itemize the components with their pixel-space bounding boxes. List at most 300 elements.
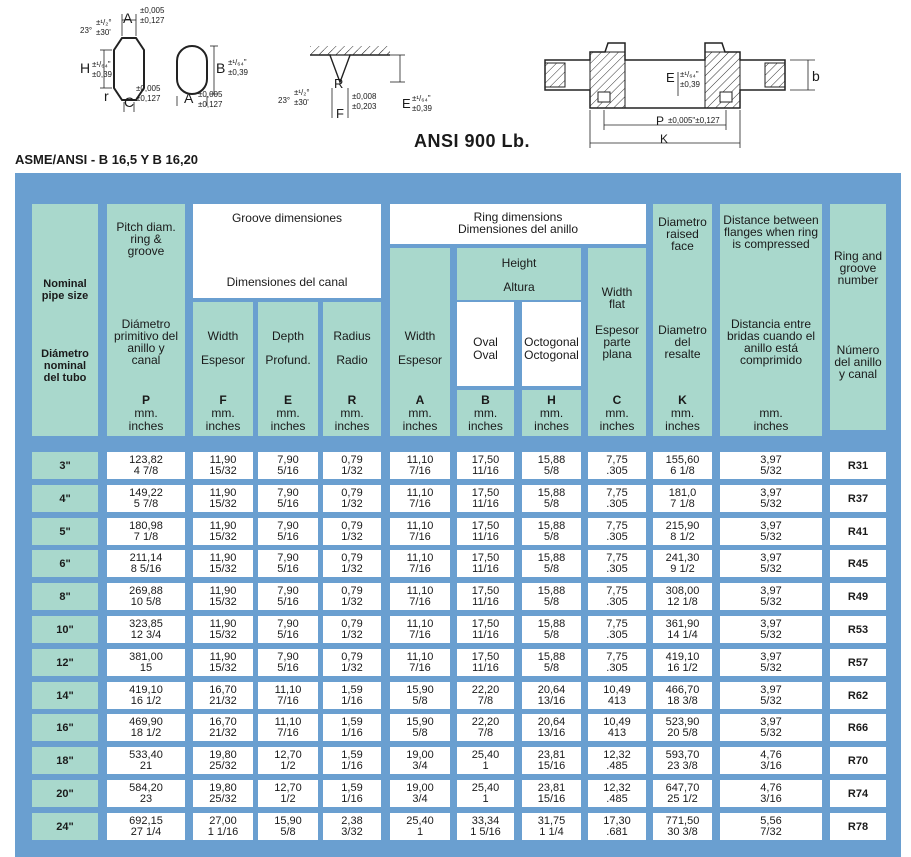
value-mm: 3,97 — [760, 453, 782, 466]
tol-a-top: ±0,005 — [140, 6, 165, 15]
value-inches: 7/16 — [409, 628, 431, 641]
value-inches: 1/2 — [280, 759, 296, 772]
value-mm: 0,79 — [341, 584, 363, 597]
value-mm: 19,80 — [209, 748, 237, 761]
cell-e — [258, 485, 318, 512]
value-inches: 4 7/8 — [133, 464, 159, 477]
value-mm: 11,90 — [209, 617, 237, 630]
cell-f — [193, 485, 253, 512]
tol-e-bot: ±0,39 — [412, 104, 432, 113]
value-mm: 123,82 — [129, 453, 163, 466]
cell-ring-number: R31 — [830, 452, 886, 479]
header-rw-sym: A — [415, 393, 425, 407]
value-mm: 419,10 — [665, 650, 700, 663]
value-mm: 7,75 — [606, 486, 628, 499]
value-mm: 7,75 — [606, 453, 628, 466]
value-mm: 155,60 — [665, 453, 700, 466]
value-inches: 5/8 — [543, 497, 560, 510]
cell-r — [323, 747, 381, 774]
value-mm: 11,90 — [209, 453, 237, 466]
header-gd-in: inches — [270, 419, 306, 433]
header-gr-sym: R — [347, 393, 357, 407]
value-inches: 18 1/2 — [130, 726, 162, 739]
cell-h — [522, 452, 581, 479]
header-ring-width — [390, 248, 450, 436]
value-mm: 17,50 — [471, 584, 500, 597]
header-gw-in: inches — [205, 419, 241, 433]
value-mm: 11,90 — [209, 486, 237, 499]
header-height-en: Height — [501, 256, 537, 270]
header-groove-depth — [258, 302, 318, 436]
cell-h — [522, 649, 581, 676]
value-mm: 11,90 — [209, 551, 237, 564]
value-inches: 13/16 — [537, 694, 566, 707]
value-mm: 10,49 — [603, 683, 631, 696]
cell-r — [323, 485, 381, 512]
header-gr-mm: mm. — [340, 406, 364, 420]
value-inches: 10 5/8 — [130, 595, 162, 608]
header-gw-sym: F — [219, 393, 227, 407]
header-oct-in: inches — [534, 419, 569, 433]
cell-h — [522, 583, 581, 610]
header-distance-mm: mm. — [759, 406, 783, 420]
tol-a2-bot: ±0,127 — [198, 100, 223, 109]
cell-c — [588, 649, 646, 676]
row-size-label: 14" — [32, 682, 98, 709]
tol-a2-top: ±0,005 — [198, 90, 223, 99]
header-distance-en: Distance between flanges when ring is compressed — [723, 213, 819, 251]
header-flat-es: Espesor parte plana — [594, 323, 640, 361]
value-mm: 15,88 — [537, 584, 566, 597]
header-oval-sym: B — [481, 393, 490, 407]
header-gw-mm: mm. — [211, 406, 235, 420]
cell-c — [588, 550, 646, 577]
value-mm: 211,14 — [129, 551, 163, 564]
value-inches: 15/16 — [537, 759, 566, 772]
value-inches: 7/16 — [409, 497, 431, 510]
header-oct-es: Octogonal — [524, 348, 579, 362]
header-distance-in: inches — [753, 419, 789, 433]
value-inches: 8 5/16 — [130, 562, 162, 575]
cell-p — [107, 682, 185, 709]
tol-e2-top: ±¹/₆₄" — [680, 70, 699, 79]
cell-h — [522, 518, 581, 545]
cell-r — [323, 682, 381, 709]
cell-b — [457, 747, 514, 774]
cell-ring-number: R49 — [830, 583, 886, 610]
value-inches: 21/32 — [209, 726, 237, 739]
value-mm: 11,10 — [406, 519, 434, 532]
header-gd-sym: E — [283, 393, 292, 407]
cell-a — [390, 714, 450, 741]
value-inches: 23 — [139, 792, 153, 805]
header-oval-es: Oval — [473, 348, 498, 362]
cell-h — [522, 714, 581, 741]
header-raised-face — [653, 204, 712, 436]
row-size-label: 18" — [32, 747, 98, 774]
value-inches: 21 — [139, 759, 153, 772]
cell-f — [193, 714, 253, 741]
cell-d — [720, 747, 822, 774]
header-distance — [720, 204, 822, 436]
header-oct-mm: mm. — [539, 406, 564, 420]
label-a: A — [123, 10, 133, 26]
cell-a — [390, 485, 450, 512]
cell-b — [457, 714, 514, 741]
cell-h — [522, 616, 581, 643]
value-mm: 19,00 — [406, 748, 434, 761]
value-inches: 5/32 — [760, 530, 782, 543]
header-gw-en: Width — [207, 329, 239, 343]
cell-c — [588, 813, 646, 840]
value-mm: 27,00 — [209, 814, 237, 827]
value-mm: 149,22 — [129, 486, 163, 499]
value-inches: 5/16 — [277, 661, 299, 674]
value-mm: 31,75 — [537, 814, 566, 827]
cell-k — [653, 452, 712, 479]
page-title: ANSI 900 Lb. — [414, 131, 531, 151]
value-inches: 11/16 — [472, 497, 499, 510]
cell-k — [653, 550, 712, 577]
value-mm: 17,50 — [471, 551, 500, 564]
value-mm: 12,32 — [603, 781, 631, 794]
value-inches: 5/32 — [760, 694, 782, 707]
cell-d — [720, 485, 822, 512]
value-inches: 413 — [607, 726, 627, 739]
value-inches: 15/32 — [209, 530, 237, 543]
header-ring — [390, 204, 646, 244]
value-inches: 25 1/2 — [667, 792, 698, 805]
value-mm: 33,34 — [471, 814, 500, 827]
header-pitch-sym: P — [141, 393, 150, 407]
value-inches: 5/16 — [277, 628, 299, 641]
label-b2: b — [812, 68, 820, 84]
value-inches: 11/16 — [472, 661, 499, 674]
cell-h — [522, 813, 581, 840]
header-pitch-en: Pitch diam. ring & groove — [116, 220, 176, 258]
value-inches: 5/32 — [760, 464, 782, 477]
cell-a — [390, 518, 450, 545]
cell-p — [107, 714, 185, 741]
value-inches: 15 — [139, 661, 153, 674]
header-raised-es: Diametro del resalte — [658, 323, 707, 361]
cell-ring-number: R62 — [830, 682, 886, 709]
value-mm: 5,56 — [760, 814, 782, 827]
value-inches: 1/32 — [341, 661, 363, 674]
value-mm: 23,81 — [537, 748, 566, 761]
header-nominal-en: Nominal pipe size — [41, 278, 89, 302]
value-inches: .485 — [606, 759, 628, 772]
value-mm: 0,79 — [341, 551, 363, 564]
value-inches: .305 — [606, 628, 628, 641]
cell-f — [193, 616, 253, 643]
value-inches: 1/32 — [341, 497, 363, 510]
cell-h — [522, 747, 581, 774]
value-mm: 7,90 — [277, 650, 299, 663]
value-inches: 7/16 — [409, 464, 431, 477]
label-r: r — [104, 88, 109, 104]
cell-p — [107, 583, 185, 610]
header-gd-en: Depth — [271, 329, 305, 343]
tol-p: ±0,005"±0,127 — [668, 116, 720, 125]
value-mm: 19,80 — [209, 781, 237, 794]
value-mm: 22,20 — [471, 715, 500, 728]
cell-d — [720, 682, 822, 709]
header-gr-es: Radio — [336, 353, 368, 367]
value-inches: 8 1/2 — [670, 530, 695, 543]
header-flat-en: Width flat — [601, 285, 633, 311]
value-mm: 215,90 — [665, 519, 700, 532]
value-inches: 3/4 — [412, 759, 428, 772]
value-inches: 13/16 — [537, 726, 566, 739]
header-oval-mm: mm. — [473, 406, 498, 420]
value-mm: 7,90 — [277, 617, 299, 630]
value-mm: 584,20 — [129, 781, 163, 794]
value-inches: 5/8 — [543, 595, 560, 608]
groove-angle-tol-bot: ±30' — [294, 98, 309, 107]
cell-p — [107, 747, 185, 774]
value-mm: 469,90 — [129, 715, 163, 728]
cell-ring-number: R37 — [830, 485, 886, 512]
value-inches: .305 — [606, 497, 628, 510]
value-inches: 3/16 — [760, 759, 782, 772]
header-groove — [193, 204, 381, 298]
value-inches: 5/16 — [277, 562, 299, 575]
label-e: E — [402, 96, 411, 111]
cell-e — [258, 747, 318, 774]
value-inches: .305 — [606, 595, 628, 608]
label-c: C — [124, 94, 135, 110]
header-rw-mm: mm. — [408, 406, 432, 420]
value-inches: 1 — [416, 825, 424, 838]
label-r2: R — [334, 76, 344, 91]
value-mm: 323,85 — [129, 617, 163, 630]
header-groove-es: Dimensiones del canal — [226, 275, 348, 289]
value-inches: 1/16 — [341, 792, 363, 805]
header-rw-in: inches — [402, 419, 438, 433]
header-nominal-es: Diámetro nominal del tubo — [41, 348, 89, 384]
value-inches: 7/16 — [277, 726, 299, 739]
value-mm: 1,59 — [341, 748, 363, 761]
value-inches: 7/16 — [409, 562, 431, 575]
value-inches: 7 1/8 — [670, 497, 695, 510]
header-flat-sym: C — [612, 393, 622, 407]
value-inches: .485 — [606, 792, 628, 805]
cell-f — [193, 682, 253, 709]
cell-ring-number: R78 — [830, 813, 886, 840]
value-mm: 17,50 — [471, 486, 500, 499]
value-mm: 381,00 — [129, 650, 163, 663]
value-inches: 5/8 — [412, 726, 428, 739]
cell-f — [193, 550, 253, 577]
value-inches: 5/32 — [760, 595, 782, 608]
value-inches: 5/8 — [543, 628, 560, 641]
value-inches: 15/32 — [209, 661, 237, 674]
value-mm: 23,81 — [537, 781, 566, 794]
value-inches: 5/32 — [760, 562, 782, 575]
cell-b — [457, 550, 514, 577]
value-inches: 7/32 — [760, 825, 782, 838]
value-inches: 15/32 — [209, 464, 237, 477]
value-inches: 5/16 — [277, 497, 299, 510]
cell-d — [720, 616, 822, 643]
cell-ring-number: R57 — [830, 649, 886, 676]
cell-b — [457, 518, 514, 545]
header-groove-width — [193, 302, 253, 436]
value-mm: 7,75 — [606, 650, 628, 663]
cell-e — [258, 714, 318, 741]
value-inches: 16 1/2 — [130, 694, 162, 707]
value-inches: .305 — [606, 530, 628, 543]
value-mm: 533,40 — [129, 748, 163, 761]
cell-p — [107, 813, 185, 840]
value-inches: 5/8 — [412, 694, 428, 707]
row-size-label: 20" — [32, 780, 98, 807]
tol-c-bot: ±0,127 — [136, 94, 161, 103]
value-mm: 16,70 — [209, 715, 237, 728]
value-inches: 16 1/2 — [667, 661, 698, 674]
label-b: B — [216, 60, 226, 76]
header-pitch-mm: mm. — [134, 406, 158, 420]
value-mm: 17,50 — [471, 617, 500, 630]
header-octagonal — [522, 302, 581, 386]
value-mm: 11,10 — [406, 584, 434, 597]
cell-a — [390, 616, 450, 643]
label-k: K — [660, 132, 669, 146]
cell-e — [258, 649, 318, 676]
header-gd-es: Profund. — [265, 353, 311, 367]
tol-c-top: ±0,005 — [136, 84, 161, 93]
header-ring-en: Ring dimensions — [473, 210, 563, 224]
value-mm: 3,97 — [760, 584, 782, 597]
value-inches: 5/32 — [760, 628, 782, 641]
value-mm: 11,10 — [406, 453, 434, 466]
value-mm: 241,30 — [665, 551, 700, 564]
value-mm: 7,75 — [606, 584, 628, 597]
cell-d — [720, 518, 822, 545]
header-oval-in: inches — [468, 419, 503, 433]
value-mm: 25,40 — [406, 814, 434, 827]
header-height — [457, 248, 581, 300]
row-size-label: 3" — [32, 452, 98, 479]
cell-p — [107, 518, 185, 545]
value-mm: 0,79 — [341, 486, 363, 499]
value-mm: 7,90 — [277, 486, 299, 499]
value-mm: 20,64 — [537, 715, 566, 728]
header-pitch — [107, 204, 185, 436]
cell-ring-number: R70 — [830, 747, 886, 774]
value-mm: 7,90 — [277, 551, 299, 564]
value-mm: 3,97 — [760, 617, 782, 630]
value-inches: 7/16 — [409, 595, 431, 608]
angle-label: 23° — [80, 26, 93, 35]
value-mm: 3,97 — [760, 551, 782, 564]
value-inches: 3/4 — [412, 792, 428, 805]
header-oval — [457, 302, 514, 386]
value-mm: 17,50 — [471, 453, 500, 466]
value-mm: 11,10 — [406, 650, 434, 663]
value-inches: 1 1/4 — [539, 825, 564, 838]
value-inches: 9 1/2 — [670, 562, 695, 575]
cell-r — [323, 518, 381, 545]
value-inches: 11/16 — [472, 464, 499, 477]
cell-a — [390, 682, 450, 709]
value-mm: 20,64 — [537, 683, 566, 696]
value-mm: 11,10 — [274, 683, 302, 696]
value-inches: 27 1/4 — [130, 825, 162, 838]
value-inches: 7/16 — [409, 661, 431, 674]
value-inches: 1 — [482, 792, 489, 805]
header-gr-en: Radius — [333, 329, 371, 343]
value-inches: 1/16 — [341, 726, 363, 739]
value-inches: 7 1/8 — [133, 530, 159, 543]
value-mm: 3,97 — [760, 650, 782, 663]
label-a2: A — [184, 90, 194, 106]
value-mm: 17,50 — [471, 650, 500, 663]
value-mm: 16,70 — [209, 683, 237, 696]
cell-k — [653, 583, 712, 610]
cell-a — [390, 747, 450, 774]
value-mm: 0,79 — [341, 650, 363, 663]
value-mm: 15,88 — [537, 453, 566, 466]
value-inches: 23 3/8 — [667, 759, 698, 772]
value-mm: 11,90 — [209, 650, 237, 663]
value-inches: 1/2 — [280, 792, 296, 805]
value-mm: 180,98 — [129, 519, 163, 532]
cell-c — [588, 780, 646, 807]
cell-ring-number: R41 — [830, 518, 886, 545]
cell-c — [588, 518, 646, 545]
value-mm: 25,40 — [471, 748, 500, 761]
cell-h — [522, 780, 581, 807]
value-mm: 692,15 — [129, 814, 163, 827]
value-mm: 3,97 — [760, 486, 782, 499]
cell-ring-number: R66 — [830, 714, 886, 741]
value-inches: 15/16 — [537, 792, 566, 805]
value-inches: 1/32 — [341, 530, 363, 543]
value-inches: 5/8 — [280, 825, 296, 838]
cell-p — [107, 485, 185, 512]
value-inches: 7/16 — [409, 530, 431, 543]
cell-h — [522, 485, 581, 512]
cell-b — [457, 583, 514, 610]
value-inches: .681 — [606, 825, 628, 838]
cell-p — [107, 452, 185, 479]
label-p: P — [656, 114, 665, 128]
cell-e — [258, 616, 318, 643]
cell-e — [258, 550, 318, 577]
header-width-flat — [588, 248, 646, 436]
cell-d — [720, 649, 822, 676]
header-ringno-es: Número del anillo y canal — [834, 343, 882, 381]
value-mm: 419,10 — [129, 683, 163, 696]
value-mm: 15,88 — [537, 617, 566, 630]
cell-b — [457, 813, 514, 840]
value-mm: 3,97 — [760, 519, 782, 532]
cell-d — [720, 452, 822, 479]
cell-d — [720, 813, 822, 840]
value-inches: 5/32 — [760, 726, 782, 739]
value-inches: 7/8 — [477, 694, 494, 707]
value-inches: 11/16 — [472, 628, 499, 641]
value-inches: 12 1/8 — [667, 595, 698, 608]
tol-b-top: ±¹/₆₄" — [228, 58, 247, 67]
value-inches: 25/32 — [209, 792, 237, 805]
value-mm: 7,90 — [277, 453, 299, 466]
header-ring-number — [830, 204, 886, 430]
value-inches: 3/32 — [341, 825, 363, 838]
value-mm: 361,90 — [665, 617, 700, 630]
